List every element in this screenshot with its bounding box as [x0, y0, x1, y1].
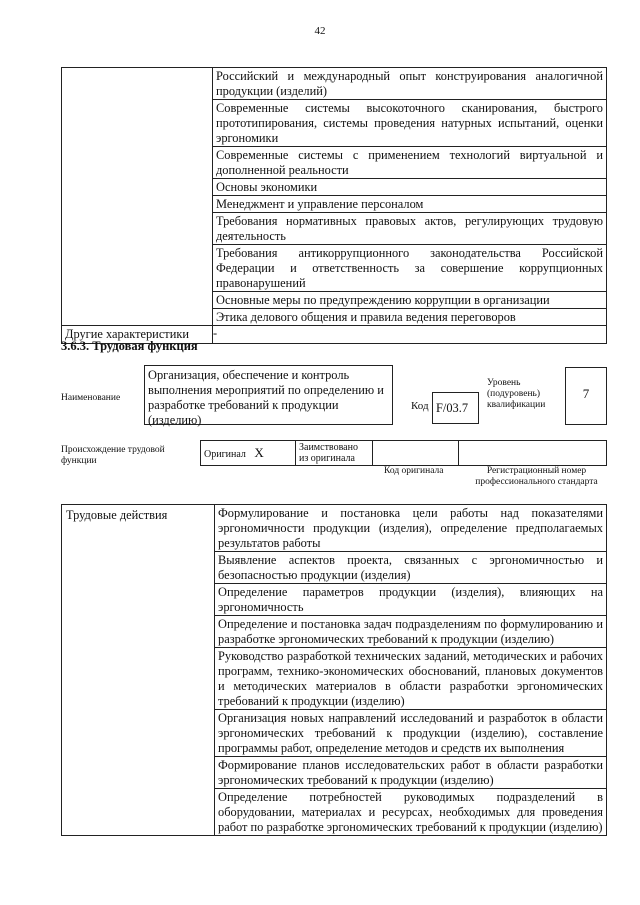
original-cell [201, 441, 296, 466]
reg-number-caption: Регистрационный номер профессионального стандарта [475, 466, 598, 487]
code-value-box: F/03.7 [432, 392, 479, 424]
action-item: Организация новых направлений исследований и разработок в области эргономических требований к продукции (изделию), составление программы работ, определение методов и средств их выполнения [215, 709, 606, 756]
knowledge-item: Менеджмент и управление персоналом [213, 195, 606, 212]
original-code-cell [373, 441, 459, 466]
action-item: Формулирование и постановка цели работы над показателями эргономичности продукции (изделия), определение предполагаемых результатов работы [218, 506, 603, 550]
knowledge-table [61, 67, 607, 344]
function-name-box: Организация, обеспечение и контроль выполнения мероприятий по определению и разработке требований к продукции (изделию) [144, 365, 393, 425]
action-item: Формирование планов исследовательских работ в области разработки эргономических требований к продукции (изделию) [215, 756, 606, 788]
actions-items-cell [215, 505, 607, 836]
knowledge-item: Современные системы высокоточного сканирования, быстрого прототипирования, системы проведения натурных испытаний, оценки эргономики [213, 99, 606, 146]
knowledge-items-cell [213, 68, 607, 326]
knowledge-item: Требования нормативных правовых актов, регулирующих трудовую деятельность [213, 212, 606, 244]
page-number: 42 [314, 25, 326, 37]
level-value-box: 7 [565, 367, 607, 425]
code-original-caption: Код оригинала [384, 466, 444, 476]
knowledge-item: Основные меры по предупреждению коррупции в организации [213, 291, 606, 308]
action-item: Определение потребностей руководимых подразделений в оборудовании, материалах и ресурсах, необходимых для проведения работ по разработке эргономических требований к продукции (изделию) [215, 788, 606, 835]
other-characteristics-value: - [213, 326, 607, 344]
name-label: Наименование [61, 393, 121, 403]
actions-table [61, 504, 607, 836]
other-characteristics-label: Другие характеристики [62, 326, 213, 344]
reg-number-cell [459, 441, 607, 466]
original-mark: X [254, 444, 264, 460]
actions-label: Трудовые действия [62, 505, 215, 836]
original-label: Оригинал [204, 448, 246, 460]
code-label: Код [411, 400, 429, 412]
section-heading: 3.6.3. Трудовая функция [61, 339, 198, 353]
action-item: Определение параметров продукции (изделия), влияющих на эргономичность [215, 583, 606, 615]
borrowed-cell: Заимствовано из оригинала [296, 441, 373, 466]
action-item: Выявление аспектов проекта, связанных с эргономичностью и безопасностью продукции (изделия) [215, 551, 606, 583]
action-item: Руководство разработкой технических заданий, методических и рабочих программ, технико-экономических обоснований, плановых документов и методических материалов в области разработки эргономических требований к продукции (изделию) [215, 647, 606, 709]
level-label: Уровень (подуровень) квалификации [487, 378, 546, 410]
knowledge-label-cell [62, 68, 213, 326]
knowledge-item: Этика делового общения и правила ведения переговоров [213, 308, 606, 325]
knowledge-item: Требования антикоррупционного законодательства Российской Федерации и ответственность за совершение коррупционных правонарушений [213, 244, 606, 291]
origin-table [200, 440, 607, 466]
action-item: Определение и постановка задач подразделениям по формулированию и разработке эргономических требований к продукции (изделию) [215, 615, 606, 647]
origin-label: Происхождение трудовой функции [61, 445, 165, 466]
knowledge-item: Российский и международный опыт конструирования аналогичной продукции (изделий) [216, 69, 603, 98]
knowledge-item: Современные системы с применением технологий виртуальной и дополненной реальности [213, 146, 606, 178]
knowledge-item: Основы экономики [213, 178, 606, 195]
